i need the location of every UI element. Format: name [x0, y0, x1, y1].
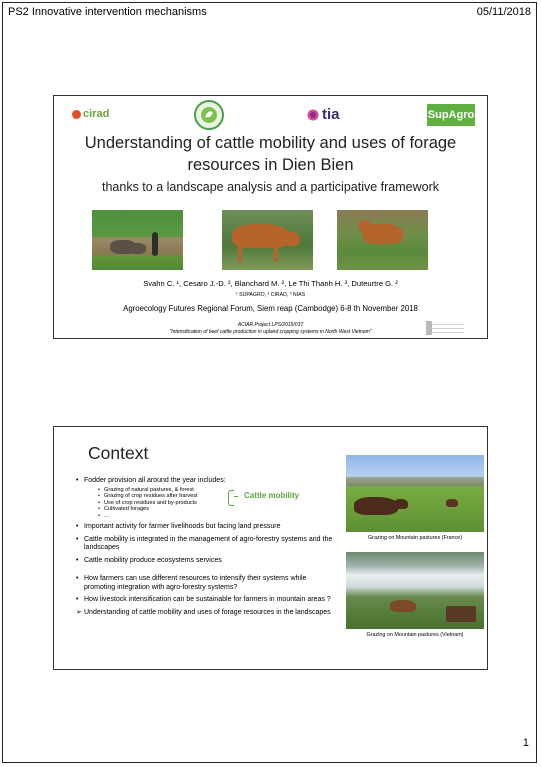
tia-logo [306, 106, 340, 123]
fodder-sub-list [84, 487, 338, 520]
photo-brown-cow [222, 210, 313, 270]
photo-pasture-france [346, 455, 484, 532]
photo-calf-in-grass [337, 210, 428, 270]
slide2-title: Context [88, 443, 149, 463]
page-number: 1 [522, 737, 529, 749]
supagro-logo [427, 104, 475, 126]
distant-cow-shape [446, 499, 458, 507]
hut-shape [446, 606, 476, 622]
bullet-activity: • Important activity for farmer livelihoods but facing land pressure [76, 523, 338, 532]
project-description: "Intensification of beef cattle production in upland cropping systems in North West Vietnam" [169, 329, 372, 335]
tia-mark-icon [306, 108, 320, 122]
calf-head-shape [359, 220, 371, 232]
sub-item: • Grazing of natural pastures, & forest [98, 487, 338, 494]
person-shape [152, 232, 158, 256]
cirad-logo [72, 108, 109, 120]
tia-logo-text: tia [322, 106, 340, 123]
cirad-logo-text: cirad [83, 108, 110, 120]
aciar-logo [426, 321, 464, 335]
cow-head-shape [394, 499, 408, 509]
affiliations: ¹ SUPAGRO, ² CIRAD, ³ NIAS [235, 292, 306, 298]
cow-head-shape [284, 232, 300, 246]
slide-context [53, 426, 488, 670]
bullet-question-2: • How livestock intensification can be sustainable for farmers in mountain areas ? [76, 596, 338, 605]
logo-bar [54, 100, 487, 132]
sub-item: • … [98, 513, 338, 520]
author-list: Svahn C. ¹, Cesaro J.-D. ², Blanchard M. ², Le Thi Thanh H. ³, Duteurtre G. ² [143, 279, 398, 288]
caption-vietnam: Grazing on Mountain pastures (Vietnam) [366, 632, 464, 638]
sub-item: • Use of crop residues and by-products [98, 500, 338, 507]
bullet-fodder-text: Fodder provision all around the year includes: [84, 477, 226, 484]
project-code: ACIAR Project LPS/2015/037 [237, 322, 304, 328]
nias-seal-logo [194, 100, 224, 130]
header-date: 05/11/2018 [476, 6, 531, 18]
sub-item: • Cultivated forages [98, 506, 338, 513]
photo-buffalo-field [92, 210, 183, 270]
slide1-subtitle: thanks to a landscape analysis and a participative framework [102, 180, 439, 194]
sub-item: • Grazing of crop residues after harvest [98, 493, 338, 500]
header-title: PS2 Innovative intervention mechanisms [8, 6, 207, 18]
cattle-mobility-brace [228, 490, 234, 506]
bullet-aim: ➢ Understanding of cattle mobility and uses of forage resources in the landscapes [76, 609, 338, 618]
slide-title [53, 95, 488, 339]
cow-leg-shape [238, 246, 242, 262]
photo-pasture-vietnam [346, 552, 484, 629]
cirad-dot-icon [72, 110, 81, 119]
supagro-logo-text: SupAgro [427, 109, 475, 121]
cow-shape [390, 600, 416, 612]
buffalo-shape [128, 243, 146, 254]
bullet-ecosystem: • Cattle mobility produce ecosystems services [76, 557, 338, 566]
cow-shape [354, 497, 398, 515]
bullet-question-1: • How farmers can use different resources to intensify their systems while promoting integration with agro-forestry systems? [76, 575, 338, 592]
caption-france: Grazing on Mountain pastures (France) [367, 535, 463, 541]
cow-leg-shape [274, 246, 278, 262]
brace-tip [234, 496, 238, 497]
forum-info: Agroecology Futures Regional Forum, Siem reap (Cambodge) 6-8 th November 2018 [123, 304, 418, 313]
slide1-title: Understanding of cattle mobility and uses of forage resources in Dien Bien [84, 134, 457, 174]
cow-body-shape [232, 224, 290, 248]
leaf-seal-icon [196, 102, 222, 128]
cattle-mobility-label: Cattle mobility [244, 491, 300, 500]
bullet-integrated: • Cattle mobility is integrated in the management of agro-forestry systems and the landscapes [76, 536, 338, 553]
